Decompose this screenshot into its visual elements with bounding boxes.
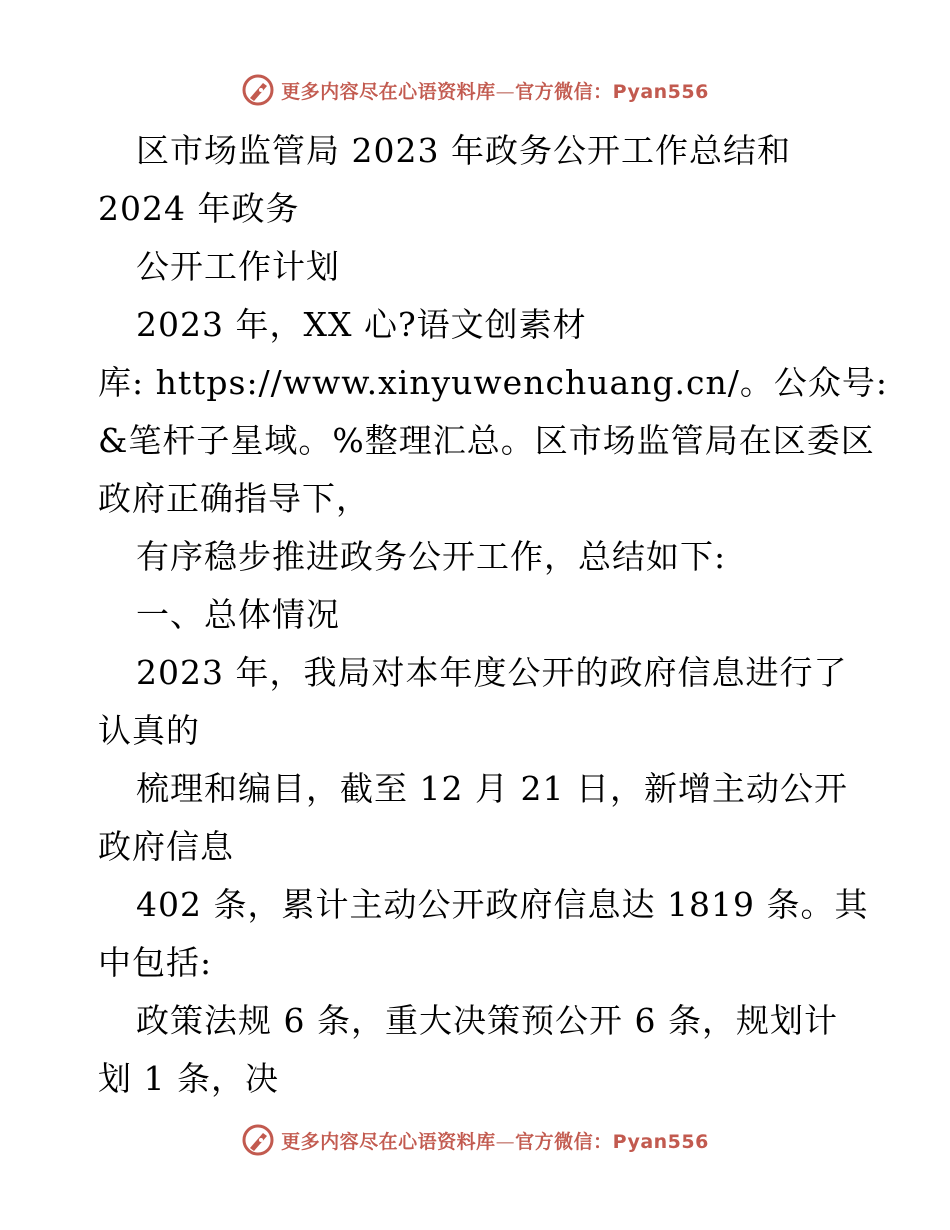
paragraph-line: 有序稳步推进政务公开工作，总结如下:: [136, 537, 727, 576]
pen-nib-logo-icon: [241, 73, 275, 107]
title-line-2: 2024 年政务: [98, 189, 300, 228]
banner-text: 更多内容尽在心语资料库—官方微信：Pyan556: [281, 1130, 709, 1153]
title-line-1: 区市场监管局 2023 年政务公开工作总结和: [136, 131, 791, 170]
paragraph-line: 政府正确指导下，: [98, 479, 370, 518]
paragraph-line: 划 1 条，决: [98, 1059, 279, 1098]
paragraph-line: 402 条，累计主动公开政府信息达 1819 条。其: [136, 885, 869, 924]
section-heading: 一、总体情况: [136, 595, 340, 634]
paragraph-line: 认真的: [98, 711, 200, 750]
paragraph-line: 政府信息: [98, 827, 234, 866]
paragraph-line: 库: https://www.xinyuwenchuang.cn/。公众号:: [98, 363, 888, 402]
paragraph-line: 2023 年，XX 心?语文创素材: [136, 305, 587, 344]
footer-banner: [0, 1120, 950, 1160]
header-banner: [0, 70, 950, 110]
paragraph-line: &笔杆子星域。%整理汇总。区市场监管局在区委区: [98, 421, 875, 460]
paragraph-line: 政策法规 6 条，重大决策预公开 6 条，规划计: [136, 1001, 838, 1040]
paragraph-line: 梳理和编目，截至 12 月 21 日，新增主动公开: [136, 769, 848, 808]
pen-nib-logo-icon: [241, 1123, 275, 1157]
paragraph-line: 2023 年，我局对本年度公开的政府信息进行了: [136, 653, 848, 692]
title-line-3: 公开工作计划: [136, 247, 340, 286]
banner-text: 更多内容尽在心语资料库—官方微信：Pyan556: [281, 80, 709, 103]
paragraph-line: 中包括:: [98, 943, 213, 982]
document-body: [98, 122, 888, 1108]
